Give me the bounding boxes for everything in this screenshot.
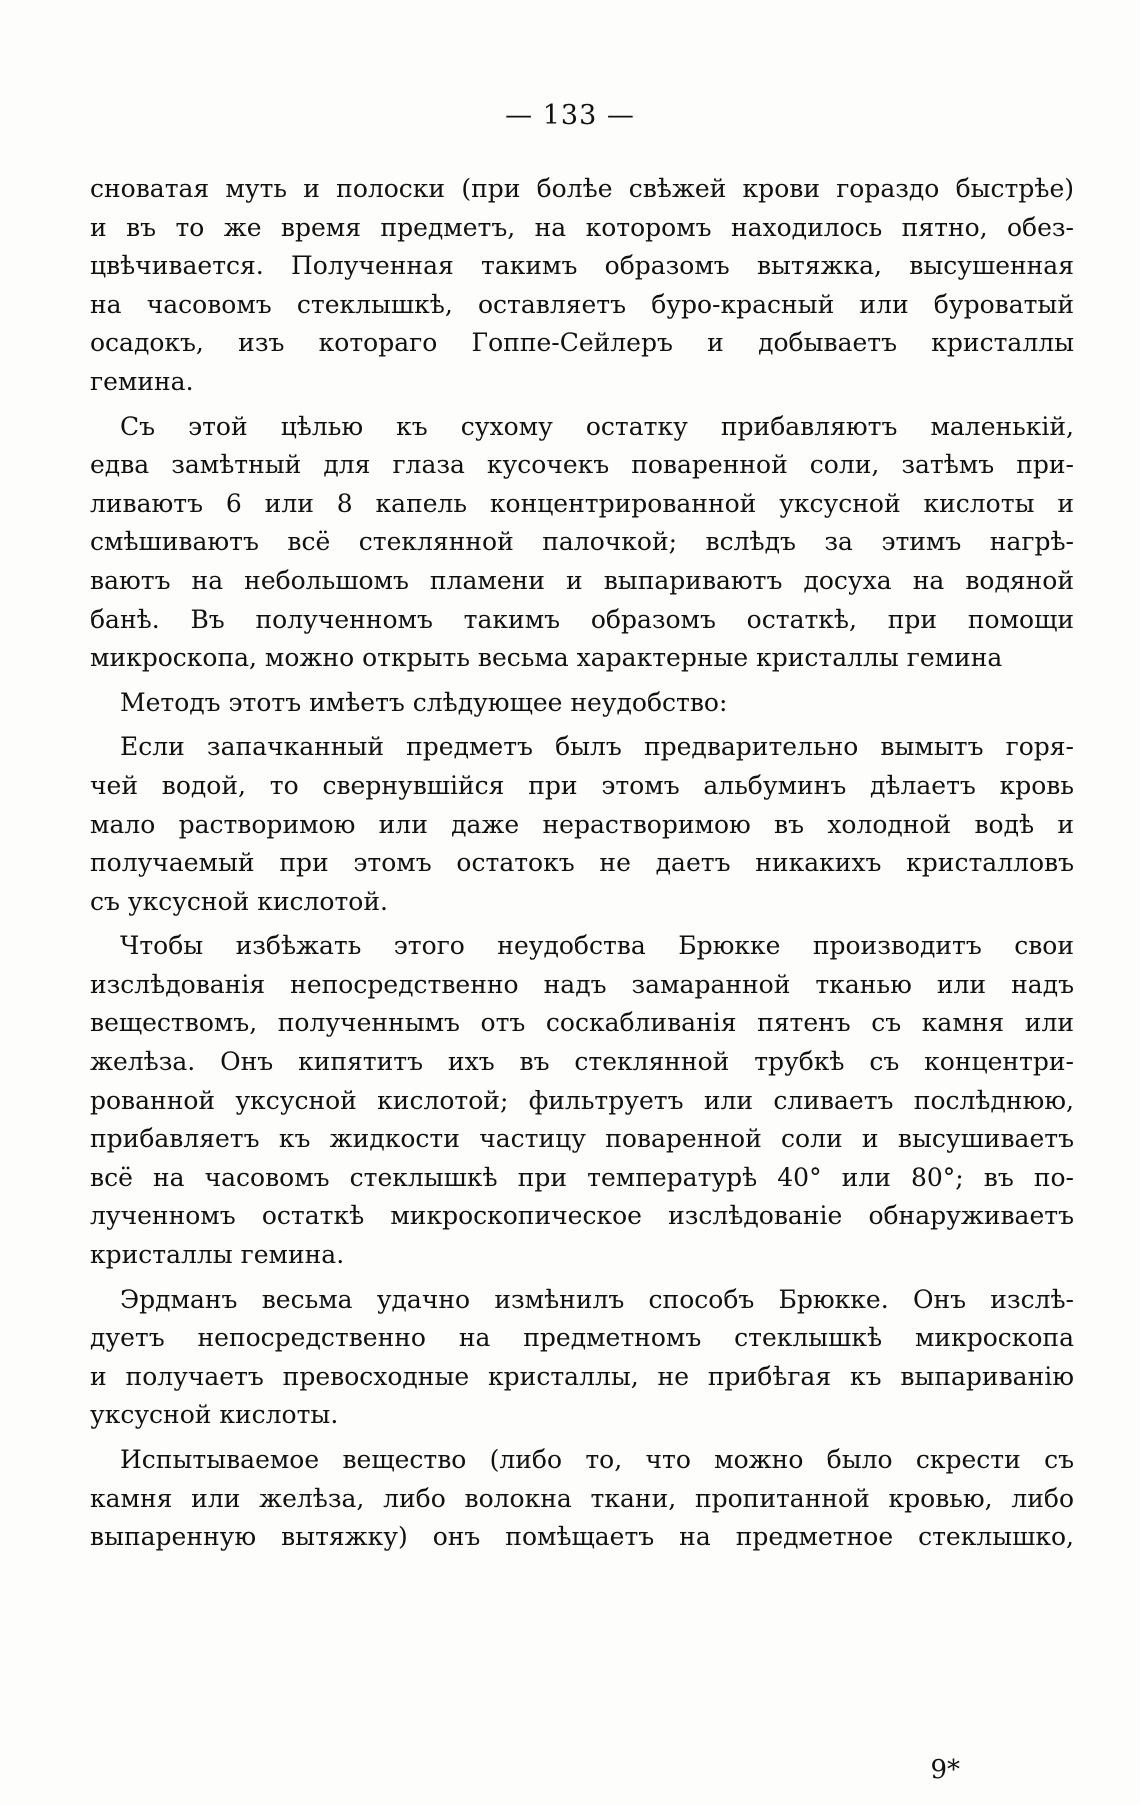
text-line: чей водой, то свернувшійся при этомъ альбуминъ дѣлаетъ кровь bbox=[90, 770, 1074, 800]
text-line: уксусной кислоты. bbox=[90, 1400, 339, 1430]
signature-mark: 9* bbox=[930, 1755, 960, 1785]
text-line: рованной уксусной кислотой; фильтруетъ или сливаетъ послѣднюю, bbox=[90, 1085, 1074, 1115]
text-line: осадокъ, изъ котораго Гоппе-Сейлеръ и добываетъ кристаллы bbox=[90, 328, 1074, 358]
text-line: дуетъ непосредственно на предметномъ стеклышкѣ микроскопа bbox=[90, 1323, 1074, 1353]
text-line: гемина. bbox=[90, 366, 194, 396]
paragraph bbox=[90, 1441, 1074, 1557]
paragraph bbox=[90, 684, 1074, 723]
page-number: — 133 — bbox=[505, 100, 635, 131]
text-line: Чтобы избѣжать этого неудобства Брюкке производитъ свои bbox=[120, 931, 1074, 961]
text-line: Методъ этотъ имѣетъ слѣдующее неудобство: bbox=[120, 687, 728, 717]
text-line: Испытываемое вещество (либо то, что можно было скрести съ bbox=[120, 1445, 1074, 1474]
text-line: получаемый при этомъ остатокъ не даетъ никакихъ кристалловъ bbox=[90, 848, 1074, 878]
text-line: едва замѣтный для глаза кусочекъ поваренной соли, затѣмъ при- bbox=[90, 450, 1074, 480]
paragraph-continuation bbox=[90, 170, 1074, 402]
text-line: мало растворимою или даже нерастворимою въ холодной водѣ и bbox=[90, 809, 1074, 839]
text-line: и въ то же время предметъ, на которомъ находилось пятно, обез- bbox=[90, 212, 1074, 242]
paragraph bbox=[90, 1281, 1074, 1435]
text-line: желѣза. Онъ кипятитъ ихъ въ стеклянной трубкѣ съ концентри- bbox=[90, 1047, 1074, 1077]
text-line: камня или желѣза, либо волокна ткани, пропитанной кровью, либо bbox=[90, 1483, 1074, 1513]
paragraph bbox=[90, 408, 1074, 678]
text-line: ваютъ на небольшомъ пламени и выпариваютъ досуха на водяной bbox=[90, 565, 1074, 595]
text-line: съ уксусной кислотой. bbox=[90, 886, 388, 916]
text-line: изслѣдованія непосредственно надъ замаранной тканью или надъ bbox=[90, 969, 1074, 999]
text-line: Если запачканный предметъ былъ предварительно вымытъ горя- bbox=[120, 732, 1074, 762]
text-line: прибавляетъ къ жидкости частицу поваренной соли и высушиваетъ bbox=[90, 1124, 1074, 1154]
text-line: микроскопа, можно открыть весьма характерные кристаллы гемина bbox=[90, 643, 1003, 673]
text-line: ливаютъ 6 или 8 капель концентрированной уксусной кислоты и bbox=[90, 488, 1074, 518]
paragraph bbox=[90, 728, 1074, 921]
text-line: лученномъ остаткѣ микроскопическое изслѣдованіе обнаруживаетъ bbox=[90, 1201, 1074, 1231]
text-line: всё на часовомъ стеклышкѣ при температурѣ 40° или 80°; въ по- bbox=[90, 1162, 1074, 1192]
text-line: сноватая муть и полоски (при болѣе свѣжей крови гораздо быстрѣе) bbox=[90, 174, 1074, 203]
text-line: смѣшиваютъ всё стеклянной палочкой; вслѣдъ за этимъ нагрѣ- bbox=[90, 527, 1074, 557]
text-line: на часовомъ стеклышкѣ, оставляетъ буро-красный или буроватый bbox=[90, 289, 1074, 319]
text-line: цвѣчивается. Полученная такимъ образомъ вытяжка, высушенная bbox=[90, 251, 1074, 281]
text-line: кристаллы гемина. bbox=[90, 1240, 345, 1270]
paragraph bbox=[90, 927, 1074, 1274]
text-line: и получаетъ превосходные кристаллы, не прибѣгая къ выпариванію bbox=[90, 1361, 1074, 1391]
text-line: Съ этой цѣлью къ сухому остатку прибавляютъ маленькій, bbox=[120, 411, 1074, 441]
text-line: веществомъ, полученнымъ отъ соскабливанія пятенъ съ камня или bbox=[90, 1008, 1074, 1038]
text-line: банѣ. Въ полученномъ такимъ образомъ остаткѣ, при помощи bbox=[90, 604, 1074, 634]
text-line: выпаренную вытяжку) онъ помѣщаетъ на предметное стеклышко, bbox=[90, 1522, 1074, 1552]
body-text bbox=[90, 170, 1074, 1563]
text-line: Эрдманъ весьма удачно измѣнилъ способъ Брюкке. Онъ изслѣ- bbox=[120, 1284, 1074, 1314]
